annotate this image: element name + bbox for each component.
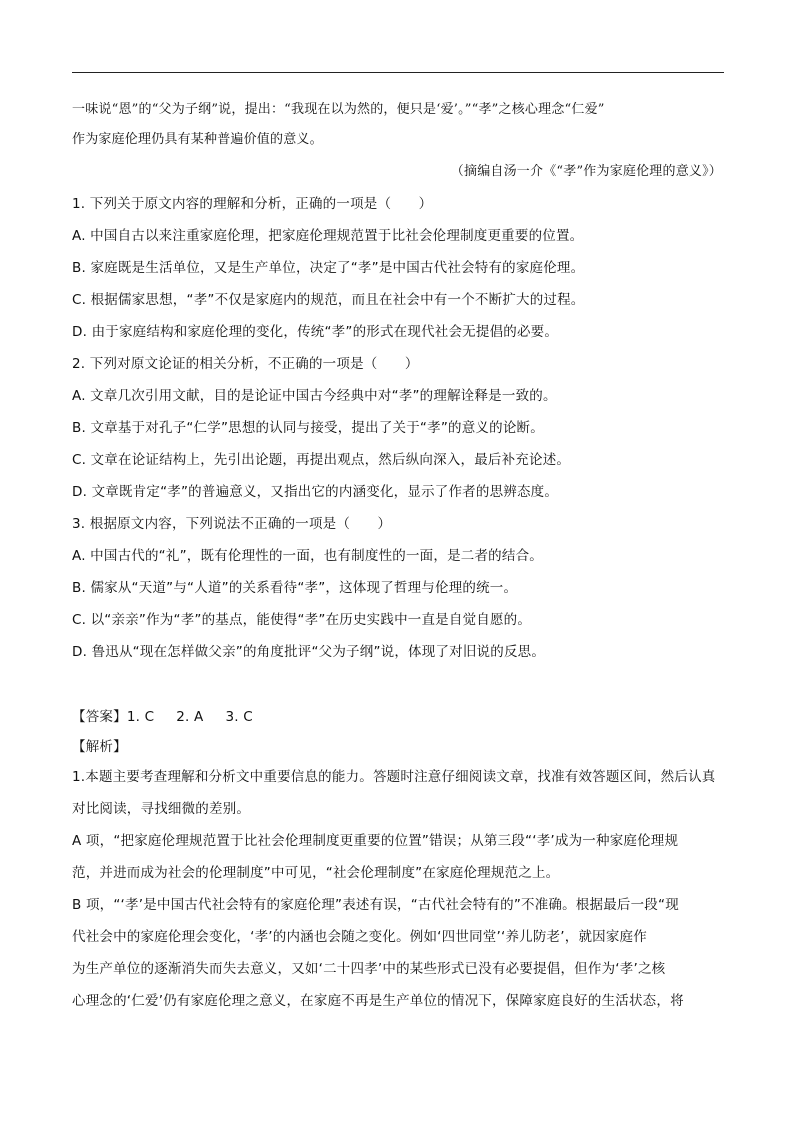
analysis-line-2: 对比阅读，寻找细微的差别。 [72,801,251,817]
question-3-option-a: A. 中国古代的“礼”，既有伦理性的一面，也有制度性的一面，是二者的结合。 [72,548,543,564]
answer-line [72,708,732,726]
analysis-label: 【解析】 [72,739,127,755]
question-3-stem: 3. 根据原文内容，下列说法不正确的一项是（ ） [72,516,392,532]
analysis-line-7: 为生产单位的逐渐消失而失去意义，又如‘二十四孝’中的某些形式已没有必要提倡，但作为‘孝’之核 [72,961,666,977]
question-1-option-d: D. 由于家庭结构和家庭伦理的变化，传统“孝”的形式在现代社会无提倡的必要。 [72,324,559,340]
question-2-option-a: A. 文章几次引用文献，目的是论证中国古今经典中对“孝”的理解诠释是一致的。 [72,388,557,404]
passage-source: （摘编自汤一介《“孝”作为家庭伦理的意义》） [450,164,722,179]
question-2-option-b: B. 文章基于对孔子“仁学”思想的认同与接受，提出了关于“孝”的意义的论断。 [72,420,544,436]
question-2-stem: 2. 下列对原文论证的相关分析，不正确的一项是（ ） [72,356,419,372]
answer-3: 3. C [225,709,253,725]
question-1-option-a: A. 中国自古以来注重家庭伦理，把家庭伦理规范置于比社会伦理制度更重要的位置。 [72,228,584,244]
question-3-option-b: B. 儒家从“天道”与“人道”的关系看待“孝”，这体现了哲理与伦理的统一。 [72,580,518,596]
question-2-option-d: D. 文章既肯定“孝”的普遍意义，又指出它的内涵变化，显示了作者的思辨态度。 [72,484,559,500]
question-3-option-d: D. 鲁迅从“现在怎样做父亲”的角度批评“父为子纲”说，体现了对旧说的反思。 [72,644,546,660]
analysis-line-3: A 项，“把家庭伦理规范置于比社会伦理制度更重要的位置”错误；从第三段“‘孝’成为一种家庭伦理规 [72,833,679,849]
passage-line-1: 一味说“恩”的“父为子纲”说，提出：“我现在以为然的，便只是‘爱’。”“孝”之核心理念“仁爱” [72,102,605,117]
analysis-line-4: 范，并进而成为社会的伦理制度”中可见，“社会伦理制度”在家庭伦理规范之上。 [72,865,560,881]
analysis-line-8: 心理念的‘仁爱’仍有家庭伦理之意义，在家庭不再是生产单位的情况下，保障家庭良好的生活状态，将 [72,993,684,1009]
question-1-option-b: B. 家庭既是生活单位，又是生产单位，决定了“孝”是中国古代社会特有的家庭伦理。 [72,260,585,276]
question-1-stem: 1. 下列关于原文内容的理解和分析，正确的一项是（ ） [72,196,433,212]
question-1-option-c: C. 根据儒家思想，“孝”不仅是家庭内的规范，而且在社会中有一个不断扩大的过程。 [72,292,585,308]
answer-1: 1. C [126,709,155,725]
answer-2: 2. A [176,709,204,725]
analysis-line-1: 1.本题主要考查理解和分析文中重要信息的能力。答题时注意仔细阅读文章，找准有效答题区间，然后认真 [72,769,716,785]
header-rule [72,72,724,73]
passage-line-2: 作为家庭伦理仍具有某种普遍价值的意义。 [72,132,323,147]
answer-label: 【答案】 [72,709,127,725]
question-2-option-c: C. 文章在论证结构上，先引出论题，再提出观点，然后纵向深入，最后补充论述。 [72,452,571,468]
question-3-option-c: C. 以“亲亲”作为“孝”的基点，能使得“孝”在历史实践中一直是自觉自愿的。 [72,612,532,628]
analysis-line-6: 代社会中的家庭伦理会变化，‘孝’的内涵也会随之变化。例如‘四世同堂’‘养儿防老’，就因家庭作 [72,929,647,945]
analysis-line-5: B 项，“‘孝’是中国古代社会特有的家庭伦理”表述有误，“古代社会特有的”不准确。根据最后一段“现 [72,897,679,913]
